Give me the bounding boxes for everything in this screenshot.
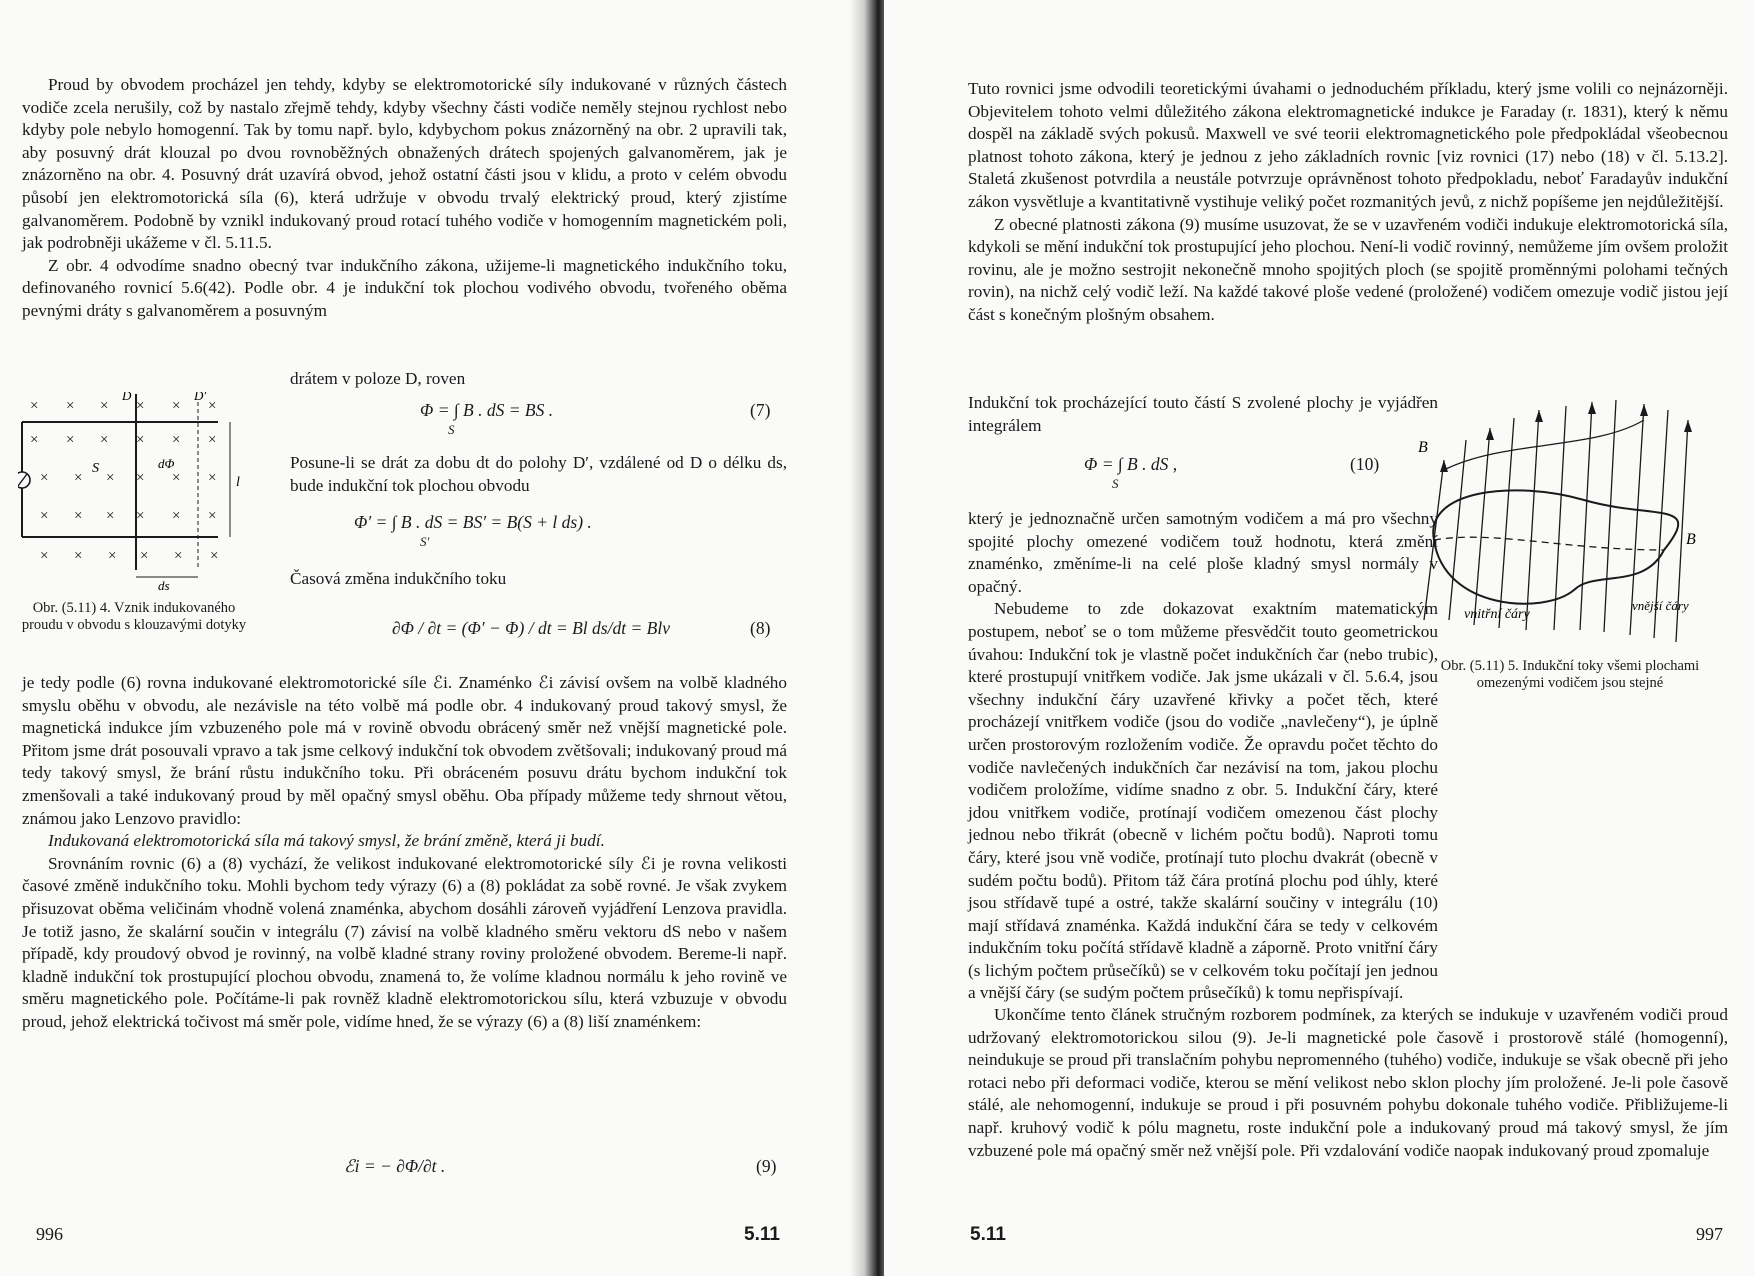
- svg-text:×: ×: [106, 470, 115, 486]
- svg-text:×: ×: [66, 398, 75, 414]
- svg-text:×: ×: [136, 432, 145, 448]
- left-para-1: Proud by obvodem procházel jen tehdy, kdyby se elektromotorické síly indukované v různých částech vodiče zcela nerušily, což by nastalo zřejmě tehdy, kdyby všechny části vodiče neměly stejnou rychlost nebo kdyby pole nebylo homogenní. Tak by tomu např. bylo, kdybychom pokus znázorněný na obr. 2 upravili tak, aby posuvný drát klouzal po dvou rovnoběžných obnažených drátech spojených galvanoměrem, jak je znázorněno na obr. 4. Posuvný drát uzavírá obvod, jehož ostatní části jsou v klidu, a proto v celém obvodu působí jen elektromotorická síla (6), která udržuje v obvodu trvalý elektrický proud, který zjistíme galvanoměrem. Podobně by vznikl indukovaný proud rotací tuhého vodiče v homogenním magnetickém poli, jak podrobněji ukážeme v čl. 5.11.5. Z obr. 4 odvodíme snadno obecný tvar indukčního zákona, užijeme-li magnetického indukčního toku, definovaného rovnicí 5.6(42). Podle obr. 4 je indukční tok plochou vodivého obvodu, tvořeného oběma pevnými dráty s galvanoměrem a posuvným: [22, 74, 787, 323]
- equation-10-number: (10): [1350, 454, 1380, 474]
- left-para-5: je tedy podle (6) rovna indukované elektromotorické síle ℰi. Znaménko ℰi závisí ovšem na volbě kladného smyslu oběhu v obvodu, ale nezávisle na této volbě má podle obr. 4 indukovaný proud takový smysl, že magnetická indukce jím vzbuzeného pole má v rovině obvodu obrácený směr než vnější magnetické pole. Přitom jsme drát posouvali vpravo a tak jsme celkový indukční tok obvodem zvětšovali; indukovaný proud má tedy takový smysl, že brání růstu indukčního toku. Při obráceném posuvu drátu bychom indukční tok zmenšovali a také indukovaný proud by měl opačný smysl oběhu. Oba případy můžeme tedy shrnout větou, známou jako Lenzovo pravidlo: Indukovaná elektromotorická síla má takový smysl, že brání změně, která ji budí. Srovnáním rovnic (6) a (8) vychází, že velikost indukované elektromotorické síly ℰi je rovna velikosti časové změně indukčního toku. Mohli bychom tedy výrazy (6) a (8) pokládat za sobě rovné. Je však zvykem přisuzovat oběma veličinám vhodně volená znaménka, abychom dosáhli zároveň vyjádření Lenzova pravidla. Je totiž jasno, že skalární součin v integrálu (7) závisí na volbě kladného směru vektoru dS nebo v našem případě, kdy proudový obvod je rovinný, na volbě kladné strany roviny proložené obvodem. Bereme-li např. kladně indukční tok prostupující plochou obvodu, znamená to, že volíme kladnou normálu k jeho rovině ve směru magnetického pole. Počítáme-li pak rovněž kladně elektromotorickou sílu, která vzbuzuje v obvodu proud, jehož elektrická točivost má směr pole, vidíme hned, že se výrazy (6) a (8) liší znaménkem:: [22, 672, 787, 1034]
- svg-text:×: ×: [100, 398, 109, 414]
- fig5-label-outer: vnější čáry: [1632, 598, 1689, 613]
- svg-text:×: ×: [74, 470, 83, 486]
- svg-text:×: ×: [136, 470, 145, 486]
- page-edge-shadow: [850, 0, 864, 1276]
- svg-text:×: ×: [136, 398, 145, 414]
- svg-text:×: ×: [40, 470, 49, 486]
- left-page: [0, 0, 870, 1276]
- equation-9: ℰi = − ∂Φ/∂t .: [344, 1156, 446, 1176]
- svg-text:×: ×: [66, 432, 75, 448]
- figure-5-caption: Obr. (5.11) 5. Indukční toky všemi plochami omezenými vodičem jsou stejné: [1440, 658, 1700, 691]
- svg-text:×: ×: [100, 432, 109, 448]
- right-para-2: Z obecné platnosti zákona (9) musíme usuzovat, že se v uzavřeném vodiči indukuje elektromotorická síla, kdykoli se mění indukční tok prostupující jeho plochou. Není-li vodič rovinný, nemůžeme jím ovšem proložit rovinu, ale je možno sestrojit nekonečně mnoho spojitých ploch (se spojitě proměnnými polohami tečných rovin), na nichž celý vodič leží. Na každé takové ploše vedené (proložené) vodičem omezuje vodič jistou její část s konečným plošným obsahem.: [968, 214, 1728, 324]
- equation-8-number: (8): [750, 618, 771, 638]
- fig4-label-l: l: [236, 475, 240, 490]
- page-number-right: 997: [1696, 1224, 1723, 1244]
- svg-text:×: ×: [30, 398, 39, 414]
- svg-text:×: ×: [208, 470, 217, 486]
- right-page: [884, 0, 1754, 1276]
- svg-text:×: ×: [174, 548, 183, 564]
- svg-text:×: ×: [208, 508, 217, 524]
- fig5-label-inner: vnitřní čáry: [1464, 607, 1530, 622]
- svg-text:×: ×: [210, 548, 219, 564]
- svg-text:×: ×: [172, 432, 181, 448]
- fig4-label-D: D: [122, 392, 132, 403]
- figure-4-caption: Obr. (5.11) 4. Vznik indukovaného proudu v obvodu s klouzavými dotyky: [21, 600, 247, 633]
- equation-phi-prime: Φ′ = ∫ B . dS = BS′ = B(S + l ds) .: [354, 512, 592, 532]
- fig4-label-S: S: [92, 461, 99, 476]
- svg-text:×: ×: [172, 470, 181, 486]
- svg-text:×: ×: [40, 548, 49, 564]
- fig4-label-ds: ds: [158, 578, 170, 592]
- svg-text:×: ×: [74, 508, 83, 524]
- equation-7: Φ = ∫ B . dS = BS .: [420, 400, 554, 420]
- equation-8: ∂Φ / ∂t = (Φ′ − Φ) / dt = Bl ds/dt = Blv: [392, 618, 670, 638]
- right-para-3: Indukční tok procházející touto částí S zvolené plochy je vyjádřen integrálem: [968, 393, 1438, 435]
- svg-text:×: ×: [208, 398, 217, 414]
- svg-text:×: ×: [30, 432, 39, 448]
- equation-7-number: (7): [750, 400, 771, 420]
- page-number-left: 996: [36, 1224, 63, 1244]
- equation-10-sub: S: [1112, 476, 1119, 491]
- right-para-1: Tuto rovnici jsme odvodili teoretickými úvahami o jednoduchém příkladu, který jsme volili co nejnázorněji. Objevitelem tohoto velmi důležitého zákona elektromagnetické indukce je Faraday (r. 1831), který k němu dospěl na základě svých pokusů. Maxwell ve své teorii elektromagnetického pole předpokládal všeobecnou platnost tohoto zákona, který je jednou z jeho základních rovnic [viz rovnici (17) nebo (18) v čl. 5.13.2]. Staletá zkušenost potvrdila a neustále potvrzuje oprávněnost tohoto předpokladu, neboť Faradayův indukční zákon vysvětluje a kvantitativně vystihuje veliký počet rozmanitých jevů, z nichž popíšeme jen nejdůležitější. Z obecné platnosti zákona (9) musíme usuzovat, že se v uzavřeném vodiči indukuje elektromotorická síla, kdykoli se mění indukční tok prostupující jeho plochou. Není-li vodič rovinný, nemůžeme jím ovšem proložit rovinu, ale je možno sestrojit nekonečně mnoho spojitých ploch (se spojitě proměnnými polohami tečných rovin), na nichž celý vodič leží. Na každé takové ploše vedené (proložené) vodičem omezuje vodič jistou její část s konečným plošným obsahem.: [968, 78, 1728, 327]
- svg-text:×: ×: [172, 398, 181, 414]
- svg-text:×: ×: [136, 508, 145, 524]
- equation-phi-prime-sub: S′: [420, 534, 430, 549]
- figure-5: [1404, 380, 1704, 650]
- right-para-6: Ukončíme tento článek stručným rozborem podmínek, za kterých se indukuje v uzavřeném vodiči proud udržovaný elektromotorickou silou (9). Je-li magnetické pole časově i prostorově stálé (homogenní), neindukuje se proud při translačním pohybu nepromenného (tuhého) vodiče, indukuje se však obecně při jeho rotaci nebo při deformaci vodiče, kterou se mění velikost nebo sklon plochy jím proložené. Je-li pole časově stálé, ale nehomogenní, indukuje se proud i při posuvném pohybu dokonale tuhého vodiče. Přibližujeme-li např. kruhový vodič k pólu magnetu, roste indukční pole a indukovaný proud má takový smysl, že jím vzbuzené pole má opačný směr než vnější pole. Při vzdalování vodiče naopak indukovaný proud zpomaluje: [968, 1005, 1728, 1160]
- svg-text:×: ×: [40, 508, 49, 524]
- svg-text:×: ×: [172, 508, 181, 524]
- right-para-4: který je jednoznačně určen samotným vodičem a má pro všechny spojité plochy omezené vodičem touž hodnotu, která změní znaménko, změníme-li na celé ploše kladný smysl normály v opačný. Nebudeme to zde dokazovat exaktním matematickým postupem, neboť se o tom můžeme přesvědčit touto geometrickou úvahou: Indukční tok je vlastně počet indukčních čar (nebo trubic), které prostupují vnitřkem vodiče. Jak jsme ukázali v čl. 5.6.4, jsou všechny indukční čáry uzavřené křivky a počet těch, které procházejí vnitřkem vodiče (jsou do vodiče „navlečeny“), je úplně určen prostorovým rozložením vodiče. Že opravdu počet těchto do vodiče navlečených indukčních čar nezávisí na tom, jakou plochu vodičem proložíme, vidíme snadno z obr. 5. Indukční čáry, které jdou vnitřkem vodiče, protínají vodičem omezenou část plochy jednou nebo třikrát (obecně v lichém počtu bodů). Naproti tomu čáry, které jsou vně vodiče, protínají tuto plochu dvakrát (obecně v sudém počtu bodů). Přitom táž čára protíná plochu pod úhly, které jsou střídavě tupé a ostré, takže skalární součiny v integrálu (10) mají střídavá znaménka. Každá indukční čára se tedy v celkovém indukčním toku počítá střídavě kladně a záporně. Proto vnitřní čáry (s lichým počtem průsečíků) se v celkovém toku počítají jen jednou a vnější čáry (se sudým počtem průsečíků) k tomu nepřispívají.: [968, 508, 1438, 1005]
- left-para-2-end: drátem v poloze D, roven: [290, 369, 466, 388]
- right-para-5: Nebudeme to zde dokazovat exaktním matematickým postupem, neboť se o tom můžeme přesvědčit touto geometrickou úvahou: Indukční tok je vlastně počet indukčních čar (nebo trubic), které prostupují vnitřkem vodiče. Jak jsme ukázali v čl. 5.6.4, jsou všechny indukční čáry uzavřené křivky a počet těch, které procházejí vnitřkem vodiče (jsou do vodiče „navlečeny“), je úplně určen prostorovým rozložením vodiče. Že opravdu počet těchto do vodiče navlečených indukčních čar nezávisí na tom, jakou plochu vodičem proložíme, vidíme snadno z obr. 5. Indukční čáry, které jdou vnitřkem vodiče, protínají vodičem omezenou část plochy jednou nebo třikrát (obecně v lichém počtu bodů). Naproti tomu čáry, které jsou vně vodiče, protínají tuto plochu dvakrát (obecně v sudém počtu bodů). Přitom táž čára protíná plochu pod úhly, které jsou střídavě tupé a ostré, takže skalární součiny v integrálu (10) mají střídavá znaménka. Každá indukční čára se tedy v celkovém indukčním toku počítá střídavě kladně a záporně. Proto vnitřní čáry (s lichým počtem průsečíků) se v celkovém toku počítají jen jednou a vnější čáry (se sudým počtem průsečíků) k tomu nepřispívají.: [968, 599, 1438, 1003]
- equation-7-sub: S: [448, 422, 455, 437]
- svg-text:×: ×: [208, 432, 217, 448]
- section-left: 5.11: [744, 1224, 780, 1245]
- left-para-2: Z obr. 4 odvodíme snadno obecný tvar indukčního zákona, užijeme-li magnetického indukčního toku, definovaného rovnicí 5.6(42). Podle obr. 4 je indukční tok plochou vodivého obvodu, tvořeného oběma pevnými dráty s galvanoměrem a posuvným: [22, 255, 787, 320]
- lenz-rule: Indukovaná elektromotorická síla má takový smysl, že brání změně, která ji budí.: [48, 831, 605, 851]
- fig5-label-B-right: B: [1686, 531, 1696, 548]
- left-para-3: Posune-li se drát za dobu dt do polohy D′, vzdálené od D o délku ds, bude indukční tok plochou obvodu: [290, 453, 787, 495]
- left-para-6: Srovnáním rovnic (6) a (8) vychází, že velikost indukované elektromotorické síly ℰi je rovna velikosti časové změně indukčního toku. Mohli bychom tedy výrazy (6) a (8) pokládat za sobě rovné. Je však zvykem přisuzovat oběma veličinám vhodně volená znaménka, abychom dosáhli zároveň vyjádření Lenzova pravidla. Je totiž jasno, že skalární součin v integrálu (7) závisí na volbě kladného směru vektoru dS nebo v našem případě, kdy proudový obvod je rovinný, na volbě kladné strany roviny proložené obvodem. Bereme-li např. kladně indukční tok prostupující plochou obvodu, znamená to, že volíme kladnou normálu k jeho rovině ve směru magnetického pole. Počítáme-li pak rovněž kladně elektromotorickou sílu, která vzbuzuje v obvodu proud, jehož elektrická točivost má směr pole, vidíme hned, že se výrazy (6) a (8) liší znaménkem:: [22, 853, 787, 1031]
- svg-text:×: ×: [74, 548, 83, 564]
- equation-9-number: (9): [756, 1156, 777, 1176]
- fig4-label-dphi: dΦ: [158, 456, 175, 471]
- equation-10: Φ = ∫ B . dS ,: [1084, 454, 1178, 474]
- svg-text:×: ×: [140, 548, 149, 564]
- svg-text:×: ×: [108, 548, 117, 564]
- figure-4: [18, 392, 278, 592]
- svg-text:×: ×: [106, 508, 115, 524]
- fig4-label-Dprime: D′: [194, 392, 207, 403]
- fig5-label-B-left: B: [1418, 439, 1428, 456]
- section-right: 5.11: [970, 1224, 1006, 1245]
- left-para-4: Časová změna indukčního toku: [290, 569, 507, 588]
